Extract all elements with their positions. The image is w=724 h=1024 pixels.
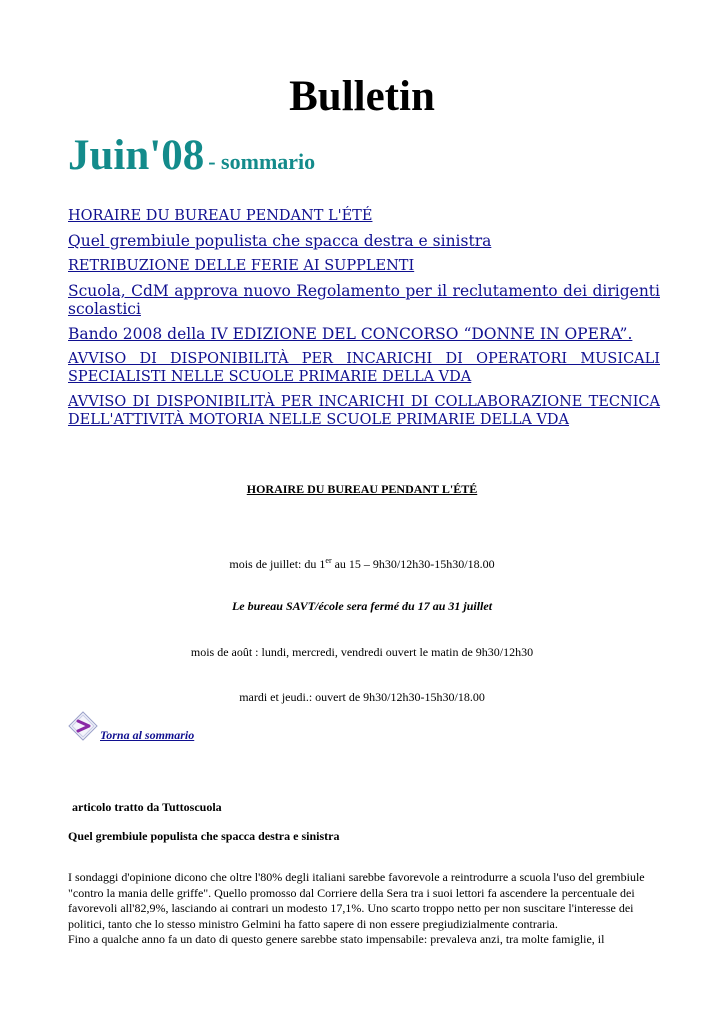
toc-link-operatori-musicali[interactable]: AVVISO DI DISPONIBILITÀ PER INCARICHI DI OPERATORI MUSICALI SPECIALISTI NELLE SCUOLE PRIMARIE DELLA VDA — [68, 351, 660, 385]
toc-link-grembiule[interactable]: Quel grembiule populista che spacca destra e sinistra — [68, 232, 492, 250]
article-body — [68, 870, 660, 948]
toc-link-attivita-motoria[interactable]: AVVISO DI DISPONIBILITÀ PER INCARICHI DI COLLABORAZIONE TECNICA DELL'ATTIVITÀ MOTORIA NELLE SCUOLE PRIMARIE DELLA VDA — [68, 394, 660, 428]
table-of-contents — [68, 207, 660, 436]
section-title-horaire: HORAIRE DU BUREAU PENDANT L'ÉTÉ — [246, 482, 478, 496]
issue-heading — [68, 130, 315, 191]
schedule-august: mois de août : lundi, mercredi, vendredi ouvert le matin de 9h30/12h30 — [190, 645, 534, 659]
article-source: articolo tratto da Tuttoscuola — [72, 800, 222, 814]
schedule-tue-thu: mardi et jeudi.: ouvert de 9h30/12h30-15h30/18.00 — [239, 690, 485, 704]
issue-suffix: - sommario — [208, 149, 316, 174]
schedule-july-sup: er — [325, 556, 332, 565]
toc-link-horaire[interactable]: HORAIRE DU BUREAU PENDANT L'ÉTÉ — [68, 208, 373, 224]
schedule-july-prefix: mois de juillet: du 1 — [229, 557, 326, 571]
article-title: Quel grembiule populista che spacca destra e sinistra — [68, 829, 340, 843]
article-paragraph: I sondaggi d'opinione dicono che oltre l'80% degli italiani sarebbe favorevole a reintrodurre a scuola l'uso del grembiule "contro la mania delle griffe". Quello promosso dal Corriere della Sera tra i suoi lettori fa ascendere la percentuale dei favorevoli all'82,9%, lasciando ai contrari un modesto 17,1%. Uno scarto troppo netto per non suscitare l'interesse dei politici, tanto che lo stesso ministro Gelmini ha fatto sapere di non essere pregiudizialmente contraria. — [68, 870, 645, 931]
issue-date: Juin'08 — [68, 132, 205, 179]
bulletin-title: Bulletin — [289, 73, 435, 120]
back-to-summary-link[interactable]: Torna al sommario — [100, 728, 195, 742]
toc-link-bando[interactable]: Bando 2008 della IV EDIZIONE DEL CONCORSO “DONNE IN OPERA”. — [68, 325, 633, 343]
arrow-diamond-icon[interactable] — [68, 711, 98, 741]
schedule-july-suffix: au 15 – 9h30/12h30-15h30/18.00 — [331, 557, 495, 571]
toc-link-regolamento[interactable]: Scuola, CdM approva nuovo Regolamento per il reclutamento dei dirigenti scolastici — [68, 282, 660, 318]
schedule-july — [0, 553, 724, 572]
article-paragraph: Fino a qualche anno fa un dato di questo genere sarebbe stato impensabile: prevaleva anzi, tra molte famiglie, il — [68, 932, 605, 946]
closure-notice: Le bureau SAVT/école sera fermé du 17 au 31 juillet — [231, 599, 493, 613]
toc-link-retribuzione[interactable]: RETRIBUZIONE DELLE FERIE AI SUPPLENTI — [68, 258, 415, 274]
